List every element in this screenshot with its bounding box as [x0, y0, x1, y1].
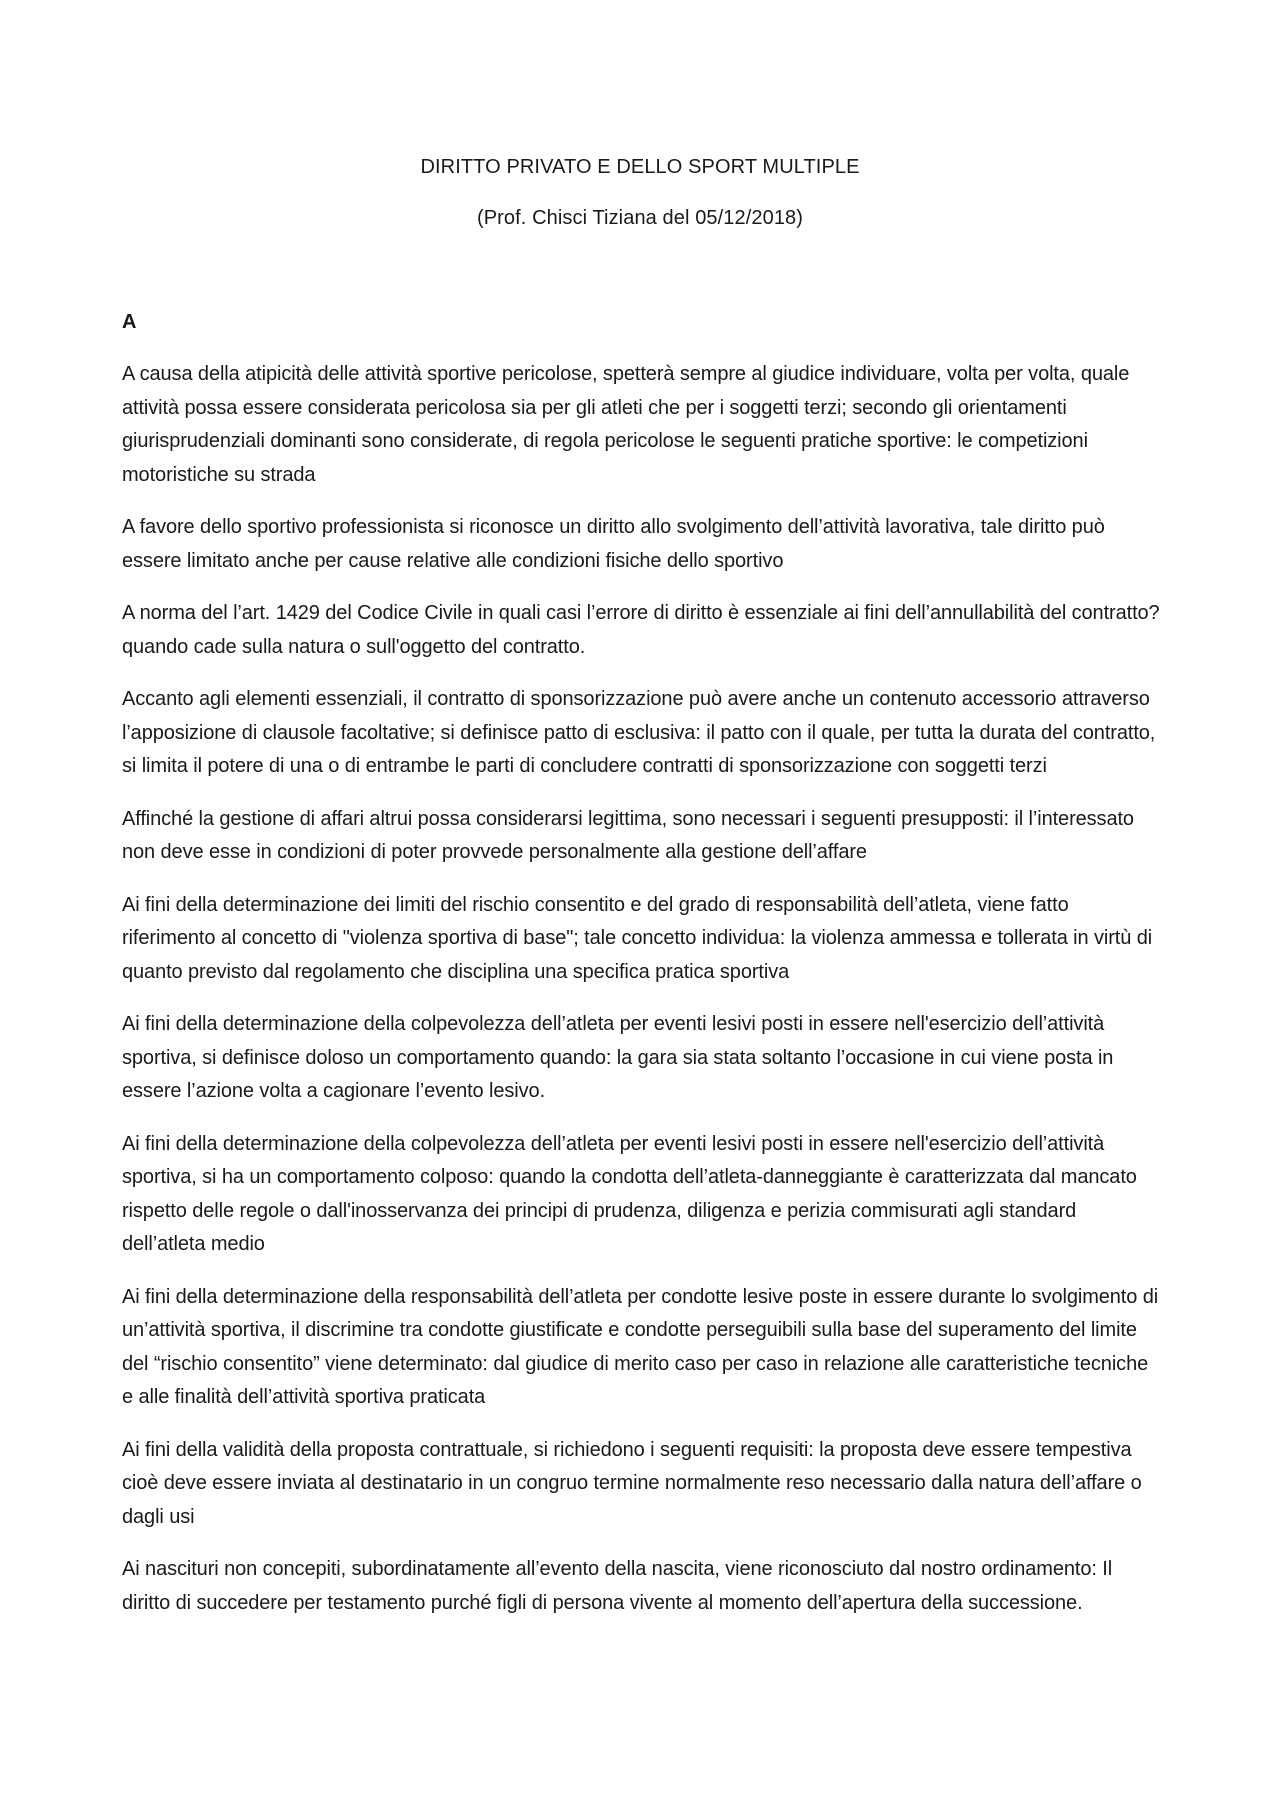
paragraph: Ai fini della determinazione della colpevolezza dell’atleta per eventi lesivi posti in essere nell'esercizio dell’attività sportiva, si ha un comportamento colposo: quando la condotta dell’atleta-danneggiante è caratterizzata dal mancato rispetto delle regole o dall'inosservanza dei principi di prudenza, diligenza e perizia commisurati agli standard dell’atleta medio	[122, 1132, 1137, 1255]
document-title: DIRITTO PRIVATO E DELLO SPORT MULTIPLE	[420, 156, 860, 178]
paragraph: Ai fini della validità della proposta contrattuale, si richiedono i seguenti requisiti: la proposta deve essere tempestiva cioè deve essere inviata al destinatario in un congruo termine normalmente reso necessario dalla natura dell’affare o dagli usi	[122, 1438, 1142, 1528]
paragraph: A favore dello sportivo professionista si riconosce un diritto allo svolgimento dell’attività lavorativa, tale diritto può essere limitato anche per cause relative alle condizioni fisiche dello sportivo	[122, 516, 1105, 572]
paragraph: Ai fini della determinazione dei limiti del rischio consentito e del grado di responsabilità dell’atleta, viene fatto riferimento al concetto di "violenza sportiva di base"; tale concetto individua: la violenza ammessa e tollerata in virtù di quanto previsto dal regolamento che disciplina una specifica pratica sportiva	[122, 893, 1153, 983]
document-body	[122, 358, 1162, 1639]
paragraph: Ai nascituri non concepiti, subordinatamente all’evento della nascita, viene riconosciuto dal nostro ordinamento: Il diritto di succedere per testamento purché figli di persona vivente al momento dell’apertura della successione.	[122, 1558, 1113, 1614]
paragraph: Ai fini della determinazione della responsabilità dell’atleta per condotte lesive poste in essere durante lo svolgimento di un’attività sportiva, il discrimine tra condotte giustificate e condotte perseguibili sulla base del superamento del limite del “rischio consentito” viene determinato: dal giudice di merito caso per caso in relazione alle caratteristiche tecniche e alle finalità dell’attività sportiva praticata	[122, 1285, 1159, 1408]
paragraph: Affinché la gestione di affari altrui possa considerarsi legittima, sono necessari i seguenti presupposti: il l’interessato non deve esse in condizioni di poter provvede personalmente alla gestione dell’affare	[122, 807, 1134, 863]
paragraph: A causa della atipicità delle attività sportive pericolose, spetterà sempre al giudice individuare, volta per volta, quale attività possa essere considerata pericolosa sia per gli atleti che per i soggetti terzi; secondo gli orientamenti giurisprudenziali dominanti sono considerate, di regola pericolose le seguenti pratiche sportive: le competizioni motoristiche su strada	[122, 363, 1130, 486]
paragraph: A norma del l’art. 1429 del Codice Civile in quali casi l’errore di diritto è essenziale ai fini dell’annullabilità del contratto? quando cade sulla natura o sull'oggetto del contratto.	[122, 602, 1160, 658]
paragraph: Ai fini della determinazione della colpevolezza dell’atleta per eventi lesivi posti in essere nell'esercizio dell’attività sportiva, si definisce doloso un comportamento quando: la gara sia stata soltanto l’occasione in cui viene posta in essere l’azione volta a cagionare l’evento lesivo.	[122, 1013, 1114, 1102]
document-subtitle: (Prof. Chisci Tiziana del 05/12/2018)	[476, 207, 804, 229]
section-letter: A	[122, 311, 137, 333]
paragraph: Accanto agli elementi essenziali, il contratto di sponsorizzazione può avere anche un contenuto accessorio attraverso l’apposizione di clausole facoltative; si definisce patto di esclusiva: il patto con il quale, per tutta la durata del contratto, si limita il potere di una o di entrambe le parti di concludere contratti di sponsorizzazione con soggetti terzi	[122, 688, 1156, 777]
